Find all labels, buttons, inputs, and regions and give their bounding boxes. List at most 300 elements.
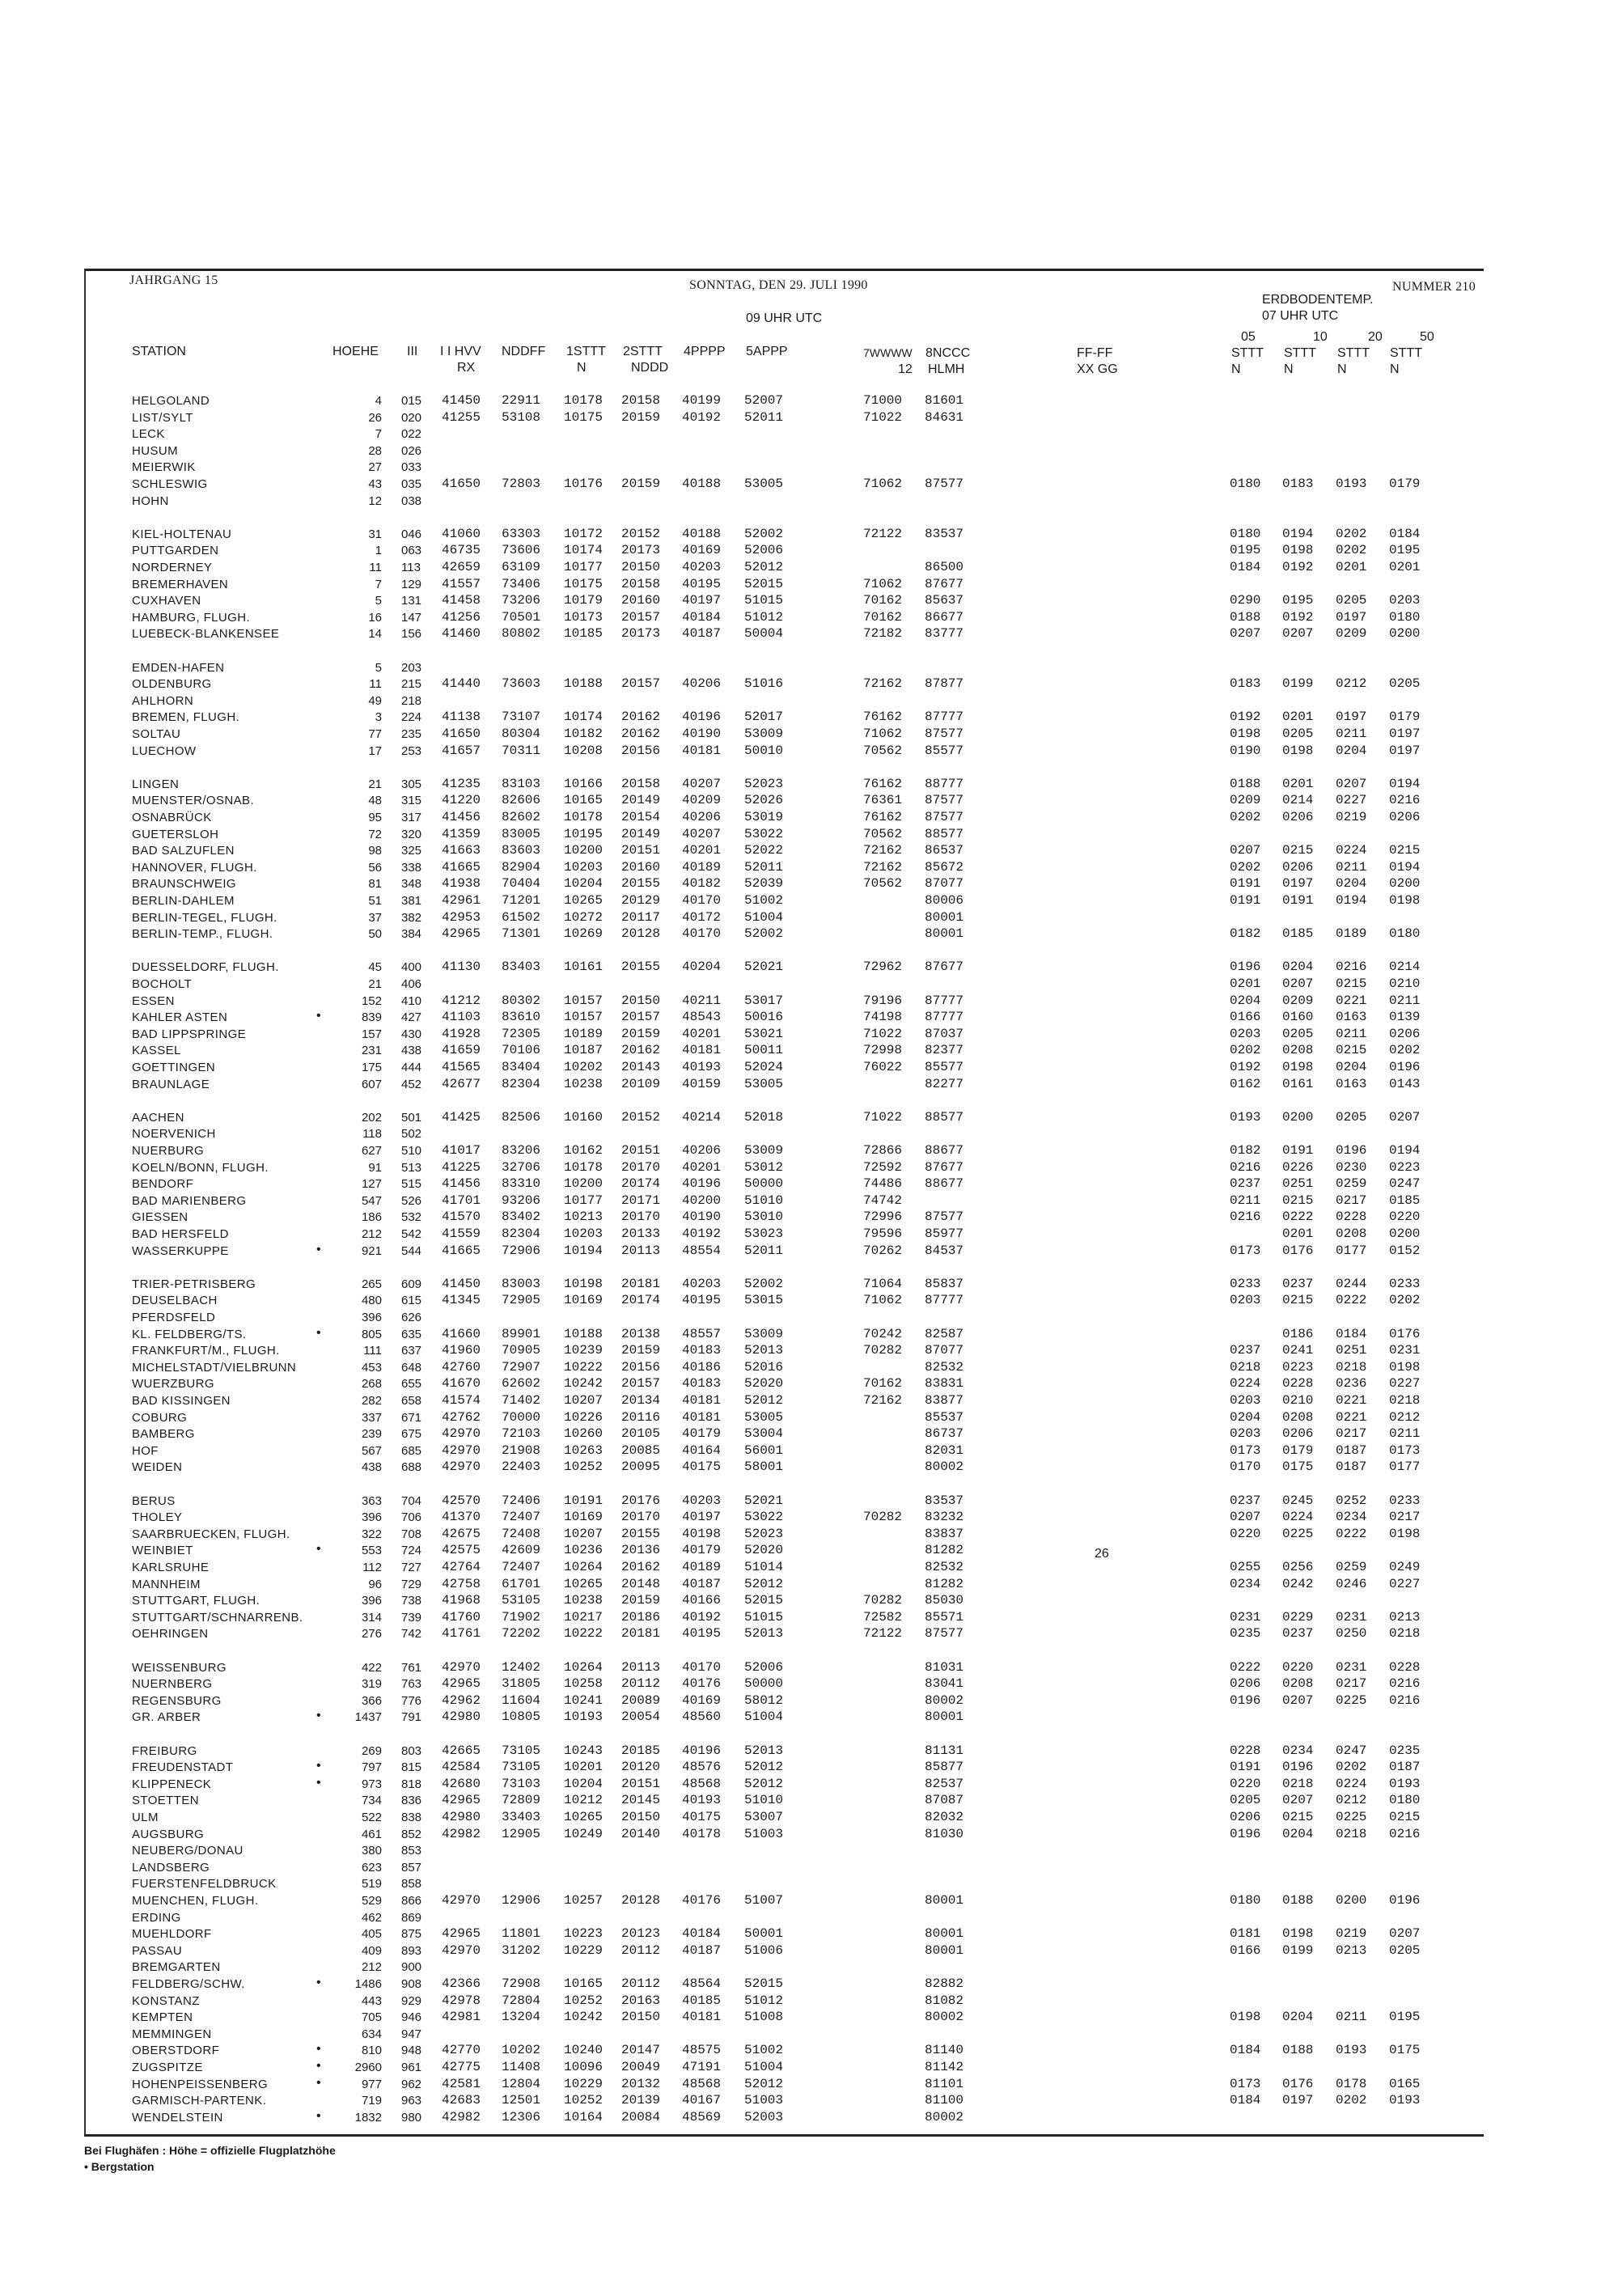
station-name: MEIERWIK: [132, 460, 196, 475]
soil-temp-cell: 0211: [1336, 1026, 1367, 1041]
pressure-cell: 40185: [682, 1993, 722, 2008]
station-id-cell: 382: [401, 910, 422, 925]
nddff-cell: 83206: [502, 1143, 541, 1158]
station-name: SOLTAU: [132, 727, 181, 741]
soil-depth-05: 05: [1241, 330, 1256, 344]
station-id-cell: 305: [401, 777, 422, 791]
station-name: BERUS: [132, 1493, 176, 1508]
soil-temp-cell: 0207: [1230, 1510, 1261, 1525]
pressure-cell: 40195: [682, 1626, 722, 1642]
weather-cell: 72866: [863, 1143, 903, 1158]
ihvv-cell: 41761: [442, 1626, 481, 1642]
pressure-cell: 40170: [682, 1659, 722, 1675]
clouds-cell: 80001: [925, 1709, 964, 1725]
dewpoint-cell: 20170: [621, 1209, 661, 1225]
tendency-cell: 52012: [744, 1776, 784, 1791]
soil-temp-cell: 0185: [1282, 926, 1314, 942]
clouds-cell: 83232: [925, 1510, 964, 1525]
soil-temp-cell: 0196: [1389, 1893, 1421, 1908]
soil-temp-cell: 0203: [1230, 1293, 1261, 1308]
clouds-cell: 83837: [925, 1526, 964, 1541]
soil-temp-cell: 0192: [1230, 710, 1261, 725]
nddff-cell: 72407: [502, 1510, 541, 1525]
temp-cell: 10222: [564, 1359, 604, 1375]
mountain-station-marker: •: [316, 1542, 321, 1557]
soil-temp-cell: 0180: [1389, 1793, 1421, 1808]
weather-cell: 76162: [863, 810, 903, 824]
pressure-cell: 48557: [682, 1326, 722, 1341]
soil-temp-cell: 0227: [1389, 1576, 1421, 1591]
soil-n-10: N: [1284, 362, 1294, 376]
temp-cell: 10242: [564, 1376, 604, 1392]
weather-cell: 70162: [863, 1376, 903, 1392]
station-id-cell: 427: [401, 1010, 422, 1025]
nddff-cell: 70000: [502, 1409, 541, 1425]
mountain-station-marker: •: [316, 1775, 321, 1790]
hoehe-cell: 627: [361, 1144, 382, 1158]
hoehe-cell: 112: [362, 1561, 382, 1574]
nddff-cell: 71902: [502, 1609, 541, 1625]
station-name: WASSERKUPPE: [132, 1243, 229, 1258]
pressure-cell: 40176: [682, 1676, 722, 1692]
station-id-cell: 156: [401, 627, 422, 642]
clouds-cell: 80001: [925, 1942, 964, 1958]
soil-temp-cell: 0207: [1282, 976, 1314, 991]
clouds-cell: 83041: [925, 1676, 964, 1692]
soil-temp-cell: 0187: [1336, 1459, 1367, 1475]
temp-cell: 10207: [564, 1526, 604, 1541]
dewpoint-cell: 20155: [621, 876, 661, 892]
hoehe-cell: 705: [361, 2010, 382, 2025]
tendency-cell: 53004: [744, 1426, 784, 1442]
soil-temp-cell: 0231: [1389, 1343, 1421, 1358]
dewpoint-cell: 20163: [621, 1993, 661, 2008]
station-name: FREUDENSTADT: [132, 1760, 234, 1775]
soil-temp-cell: 0215: [1282, 843, 1314, 858]
ihvv-cell: 41670: [442, 1376, 481, 1392]
soil-temp-cell: 0143: [1389, 1076, 1421, 1091]
temp-cell: 10265: [564, 893, 604, 908]
soil-temp-cell: 0202: [1336, 526, 1367, 541]
nddff-cell: 73206: [502, 593, 541, 608]
dewpoint-cell: 20133: [621, 1226, 661, 1241]
dewpoint-cell: 20128: [621, 926, 661, 942]
tendency-cell: 53009: [744, 1326, 784, 1341]
clouds-cell: 81140: [925, 2043, 964, 2058]
bottom-rule: [84, 2134, 1484, 2137]
soil-temp-cell: 0208: [1282, 1043, 1314, 1058]
soil-temp-cell: 0176: [1282, 1243, 1314, 1258]
dewpoint-cell: 20158: [621, 776, 661, 791]
tendency-cell: 51003: [744, 1826, 784, 1841]
ihvv-cell: 42970: [442, 1426, 481, 1442]
tendency-cell: 58001: [744, 1459, 784, 1475]
hoehe-cell: 634: [361, 2027, 382, 2041]
dewpoint-cell: 20113: [621, 1659, 661, 1675]
nddff-cell: 72908: [502, 1976, 541, 1991]
station-name: FREIBURG: [132, 1743, 197, 1758]
tendency-cell: 50001: [744, 1926, 784, 1942]
clouds-cell: 87037: [925, 1026, 964, 1041]
soil-temp-cell: 0212: [1336, 1793, 1367, 1808]
clouds-cell: 82882: [925, 1976, 964, 1991]
soil-temp-cell: 0192: [1282, 609, 1314, 625]
pressure-cell: 40178: [682, 1826, 722, 1841]
clouds-cell: 88577: [925, 1109, 964, 1125]
hoehe-cell: 37: [368, 910, 382, 925]
hoehe-cell: 7: [375, 427, 382, 442]
weather-cell: 71000: [863, 393, 903, 408]
tendency-cell: 53012: [744, 1159, 784, 1175]
temp-cell: 10260: [564, 1426, 604, 1442]
station-id-cell: 815: [401, 1760, 422, 1775]
soil-temp-cell: 0215: [1389, 843, 1421, 858]
nddff-cell: 72408: [502, 1526, 541, 1541]
nddff-cell: 72907: [502, 1359, 541, 1375]
ihvv-cell: 41574: [442, 1393, 481, 1408]
hoehe-cell: 14: [368, 627, 382, 642]
temp-cell: 10193: [564, 1709, 604, 1725]
hoehe-cell: 48: [368, 794, 382, 808]
tendency-cell: 52026: [744, 793, 784, 808]
ihvv-cell: 41460: [442, 626, 481, 642]
ihvv-cell: 41659: [442, 1043, 481, 1058]
nddff-cell: 12905: [502, 1826, 541, 1841]
clouds-cell: 87577: [925, 477, 964, 491]
soil-temp-cell: 0161: [1282, 1076, 1314, 1091]
pressure-cell: 40190: [682, 1209, 722, 1225]
clouds-cell: 80001: [925, 1893, 964, 1908]
soil-temp-cell: 0184: [1389, 526, 1421, 541]
nddff-cell: 53108: [502, 409, 541, 425]
dewpoint-cell: 20132: [621, 2076, 661, 2091]
station-id-cell: 147: [401, 610, 422, 625]
station-name: WEINBIET: [132, 1544, 193, 1558]
soil-temp-cell: 0198: [1389, 1359, 1421, 1375]
dewpoint-cell: 20134: [621, 1393, 661, 1408]
temp-cell: 10258: [564, 1676, 604, 1692]
soil-sttt-20: STTT: [1337, 346, 1370, 360]
issue-number: NUMMER 210: [1392, 280, 1476, 294]
nddff-cell: 53105: [502, 1593, 541, 1608]
pressure-cell: 40201: [682, 1026, 722, 1041]
weather-cell: 70262: [863, 1243, 903, 1258]
soil-temp-cell: 0204: [1336, 1060, 1367, 1074]
ihvv-cell: 41663: [442, 843, 481, 858]
hoehe-cell: 797: [361, 1760, 382, 1775]
nddff-cell: 11801: [502, 1926, 541, 1942]
dewpoint-cell: 20150: [621, 2010, 661, 2025]
temp-cell: 10229: [564, 1942, 604, 1958]
temp-cell: 10240: [564, 2043, 604, 2058]
pressure-cell: 40183: [682, 1343, 722, 1358]
soil-temp-cell: 0195: [1282, 593, 1314, 608]
soil-temp-cell: 0206: [1230, 1810, 1261, 1824]
station-name: WENDELSTEIN: [132, 2110, 223, 2124]
nddff-cell: 83603: [502, 843, 541, 858]
weather-cell: 72996: [863, 1209, 903, 1225]
tendency-cell: 51015: [744, 593, 784, 608]
clouds-cell: 86537: [925, 843, 964, 858]
soil-temp-cell: 0222: [1336, 1526, 1367, 1541]
soil-temp-cell: 0259: [1336, 1176, 1367, 1192]
soil-temp-cell: 0187: [1336, 1442, 1367, 1458]
station-id-cell: 791: [401, 1710, 422, 1725]
soil-temp-cell: 0177: [1389, 1459, 1421, 1475]
weather-cell: 71064: [863, 1276, 903, 1291]
station-name: NUERBURG: [132, 1144, 205, 1158]
col-iii: III: [407, 345, 418, 358]
station-id-cell: 742: [401, 1627, 422, 1642]
temp-cell: 10157: [564, 1010, 604, 1025]
weather-cell: 79596: [863, 1226, 903, 1241]
mountain-station-marker: •: [316, 2108, 321, 2123]
clouds-cell: 82277: [925, 1076, 964, 1091]
col-ffff: FF-FF: [1077, 346, 1113, 360]
ihvv-cell: 41650: [442, 727, 481, 741]
pressure-cell: 40203: [682, 1493, 722, 1508]
soil-temp-cell: 0205: [1336, 593, 1367, 608]
station-id-cell: 338: [401, 860, 422, 875]
soil-temp-cell: 0246: [1336, 1576, 1367, 1591]
nddff-cell: 82602: [502, 810, 541, 824]
hoehe-cell: 212: [361, 1227, 382, 1241]
station-name: BAD KISSINGEN: [132, 1394, 231, 1408]
soil-temp-cell: 0178: [1336, 2076, 1367, 2091]
station-name: HUSUM: [132, 443, 178, 458]
hoehe-cell: 409: [361, 1943, 382, 1958]
soil-temp-cell: 0183: [1282, 477, 1314, 491]
nddff-cell: 73406: [502, 576, 541, 591]
pressure-cell: 40181: [682, 1393, 722, 1408]
ihvv-cell: 41458: [442, 593, 481, 608]
tendency-cell: 53019: [744, 810, 784, 824]
weather-cell: 74742: [863, 1192, 903, 1208]
station-id-cell: 900: [401, 1960, 422, 1975]
hoehe-cell: 186: [361, 1210, 382, 1225]
soil-temp-cell: 0219: [1336, 810, 1367, 824]
soil-temp-cell: 0205: [1389, 676, 1421, 692]
ihvv-cell: 42980: [442, 1709, 481, 1725]
dewpoint-cell: 20155: [621, 1526, 661, 1541]
pressure-cell: 48568: [682, 1776, 722, 1791]
soil-sttt-10: STTT: [1284, 346, 1316, 360]
temp-cell: 10195: [564, 826, 604, 841]
station-name: LINGEN: [132, 777, 180, 791]
dewpoint-cell: 20112: [621, 1942, 661, 1958]
dewpoint-cell: 20162: [621, 1043, 661, 1058]
temp-cell: 10263: [564, 1442, 604, 1458]
nddff-cell: 72406: [502, 1493, 541, 1508]
soil-temp-cell: 0216: [1389, 1676, 1421, 1692]
temp-cell: 10182: [564, 727, 604, 741]
ihvv-cell: 41557: [442, 576, 481, 591]
clouds-cell: 88777: [925, 776, 964, 791]
station-id-cell: 544: [401, 1243, 422, 1258]
station-id-cell: 203: [401, 660, 422, 675]
station-id-cell: 763: [401, 1677, 422, 1692]
tendency-cell: 51006: [744, 1942, 784, 1958]
hoehe-cell: 269: [361, 1743, 382, 1758]
soil-temp-cell: 0237: [1282, 1626, 1314, 1642]
soil-temp-cell: 0228: [1336, 1209, 1367, 1225]
soil-temp-cell: 0210: [1282, 1393, 1314, 1408]
soil-temp-cell: 0208: [1282, 1409, 1314, 1425]
soil-temp-cell: 0203: [1230, 1393, 1261, 1408]
dewpoint-cell: 20113: [621, 1243, 661, 1258]
station-name: HELGOLAND: [132, 394, 210, 408]
tendency-cell: 50000: [744, 1176, 784, 1192]
tendency-cell: 51010: [744, 1793, 784, 1808]
soil-temp-cell: 0192: [1282, 560, 1314, 574]
temp-cell: 10187: [564, 1043, 604, 1058]
weather-cell: 74198: [863, 1010, 903, 1025]
soil-temp-cell: 0187: [1389, 1760, 1421, 1775]
temp-cell: 10176: [564, 477, 604, 491]
soil-temp-cell: 0194: [1336, 893, 1367, 908]
soil-temp-cell: 0173: [1389, 1442, 1421, 1458]
report-date: SONNTAG, DEN 29. JULI 1990: [689, 278, 868, 292]
station-name: WEIDEN: [132, 1460, 183, 1475]
hoehe-cell: 27: [368, 460, 382, 475]
pressure-cell: 40192: [682, 1609, 722, 1625]
hoehe-cell: 1486: [354, 1977, 382, 1991]
ihvv-cell: 41103: [442, 1010, 481, 1025]
soil-depth-10: 10: [1313, 330, 1328, 344]
col-4pppp: 4PPPP: [684, 345, 726, 358]
soil-temp-cell: 0176: [1282, 2076, 1314, 2091]
hoehe-cell: 623: [361, 1860, 382, 1875]
dewpoint-cell: 20171: [621, 1192, 661, 1208]
soil-temp-cell: 0198: [1282, 1926, 1314, 1942]
ihvv-cell: 42961: [442, 893, 481, 908]
hoehe-cell: 363: [361, 1493, 382, 1508]
soil-n-50: N: [1390, 362, 1400, 376]
soil-temp-cell: 0220: [1282, 1659, 1314, 1675]
ihvv-cell: 42760: [442, 1359, 481, 1375]
clouds-cell: 86737: [925, 1426, 964, 1442]
dewpoint-cell: 20112: [621, 1676, 661, 1692]
station-id-cell: 063: [401, 544, 422, 558]
hoehe-cell: 282: [361, 1394, 382, 1408]
station-name: ERDING: [132, 1910, 181, 1925]
soil-n-20: N: [1337, 362, 1347, 376]
soil-temp-title: ERDBODENTEMP.: [1262, 293, 1374, 307]
weather-cell: 72582: [863, 1609, 903, 1625]
weather-cell: 72162: [863, 843, 903, 858]
pressure-cell: 40179: [682, 1543, 722, 1558]
soil-temp-cell: 0216: [1230, 1209, 1261, 1225]
clouds-cell: 86500: [925, 560, 964, 574]
tendency-cell: 50016: [744, 1010, 784, 1025]
pressure-cell: 48575: [682, 2043, 722, 2058]
hoehe-cell: 91: [368, 1160, 382, 1175]
dewpoint-cell: 20162: [621, 727, 661, 741]
station-id-cell: 026: [401, 443, 422, 458]
tendency-cell: 52017: [744, 710, 784, 725]
station-name: BAD SALZUFLEN: [132, 844, 235, 858]
weather-cell: 76162: [863, 710, 903, 725]
soil-temp-cell: 0233: [1389, 1493, 1421, 1508]
clouds-cell: 83877: [925, 1393, 964, 1408]
pressure-cell: 48568: [682, 2076, 722, 2091]
weather-cell: 71062: [863, 477, 903, 491]
nddff-cell: 12501: [502, 2093, 541, 2108]
nddff-cell: 72103: [502, 1426, 541, 1442]
weather-cell: 76162: [863, 776, 903, 791]
dewpoint-cell: 20170: [621, 1159, 661, 1175]
soil-temp-cell: 0201: [1230, 976, 1261, 991]
temp-cell: 10252: [564, 1993, 604, 2008]
soil-temp-cell: 0207: [1282, 1793, 1314, 1808]
soil-temp-cell: 0200: [1389, 1226, 1421, 1241]
hoehe-cell: 111: [363, 1344, 382, 1358]
tendency-cell: 52022: [744, 843, 784, 858]
soil-temp-cell: 0223: [1389, 1159, 1421, 1175]
tendency-cell: 52012: [744, 1393, 784, 1408]
clouds-cell: 87087: [925, 1793, 964, 1808]
ihvv-cell: 41212: [442, 993, 481, 1008]
soil-temp-cell: 0216: [1389, 793, 1421, 808]
ihvv-cell: 41425: [442, 1109, 481, 1125]
hoehe-cell: 422: [361, 1660, 382, 1675]
pressure-cell: 40169: [682, 543, 722, 558]
soil-temp-cell: 0196: [1230, 1826, 1261, 1841]
dewpoint-cell: 20158: [621, 393, 661, 408]
temp-cell: 10177: [564, 1192, 604, 1208]
dewpoint-cell: 20143: [621, 1060, 661, 1074]
pressure-cell: 48564: [682, 1976, 722, 1991]
station-name: GIESSEN: [132, 1210, 188, 1225]
col-nddd: NDDD: [631, 361, 669, 375]
tendency-cell: 53015: [744, 1293, 784, 1308]
station-id-cell: 761: [401, 1660, 422, 1675]
pressure-cell: 40181: [682, 743, 722, 758]
hoehe-cell: 319: [361, 1677, 382, 1692]
station-name: ESSEN: [132, 993, 175, 1008]
mountain-station-marker: •: [316, 2075, 321, 2090]
tendency-cell: 53009: [744, 1143, 784, 1158]
temp-cell: 10096: [564, 2060, 604, 2074]
station-id-cell: 704: [401, 1493, 422, 1508]
mountain-station-marker: •: [316, 1009, 321, 1023]
station-id-cell: 033: [401, 460, 422, 475]
nddff-cell: 70106: [502, 1043, 541, 1058]
nddff-cell: 31202: [502, 1942, 541, 1958]
pressure-cell: 40196: [682, 1176, 722, 1192]
temp-cell: 10177: [564, 560, 604, 574]
hoehe-cell: 118: [362, 1127, 382, 1142]
soil-temp-cell: 0201: [1389, 560, 1421, 574]
station-id-cell: 315: [401, 794, 422, 808]
tendency-cell: 51012: [744, 609, 784, 625]
nddff-cell: 62602: [502, 1376, 541, 1392]
soil-temp-cell: 0249: [1389, 1560, 1421, 1574]
weather-cell: 72122: [863, 526, 903, 541]
hoehe-cell: 51: [368, 894, 382, 908]
clouds-cell: 87577: [925, 727, 964, 741]
clouds-cell: 80002: [925, 2109, 964, 2124]
tendency-cell: 52013: [744, 1743, 784, 1758]
station-id-cell: 655: [401, 1377, 422, 1392]
soil-temp-cell: 0223: [1282, 1359, 1314, 1375]
temp-cell: 10212: [564, 1793, 604, 1808]
soil-temp-cell: 0184: [1336, 1326, 1367, 1341]
nddff-cell: 21908: [502, 1442, 541, 1458]
station-name: KARLSRUHE: [132, 1561, 210, 1574]
tendency-cell: 50004: [744, 626, 784, 642]
pressure-cell: 40175: [682, 1810, 722, 1824]
